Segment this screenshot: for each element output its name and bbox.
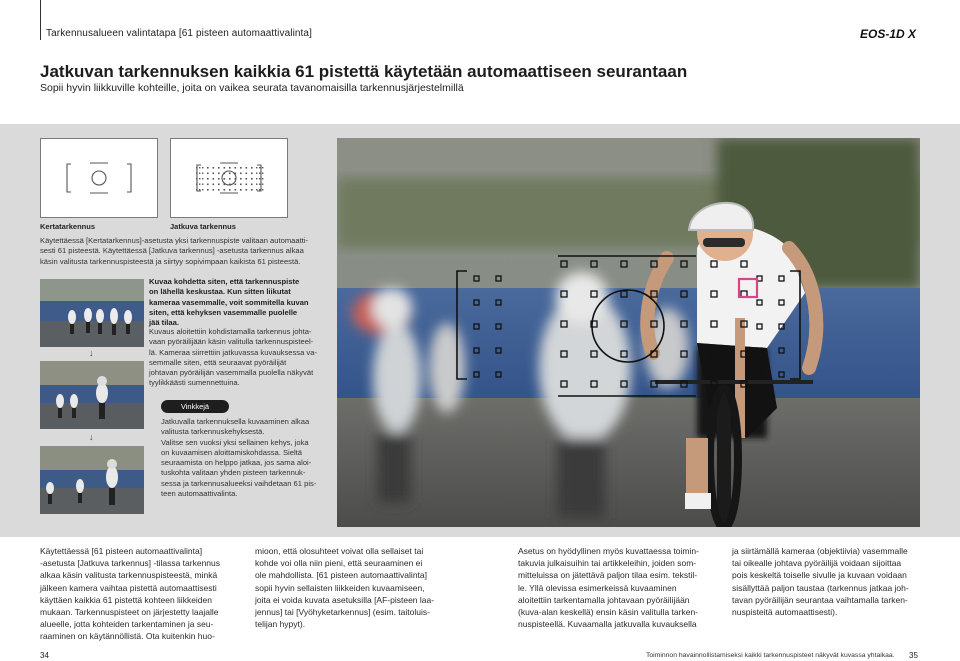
text-line: sessa ja tarkennusalueeksi vaihdetaan 61 pis- — [161, 478, 317, 488]
af-point — [202, 189, 203, 190]
main-photo — [337, 138, 920, 527]
text-line: telijan hypyt). — [255, 619, 306, 630]
text-line: joita ei voida kuvata asetuksilla [AF-pisteen laa- — [255, 594, 435, 605]
tips-badge: Vinkkejä — [161, 400, 229, 413]
af-point — [240, 178, 242, 180]
af-point — [246, 184, 248, 186]
af-point — [229, 167, 231, 169]
text-line: jälkeen kamera vaihtaa pistettä automaattisesti — [40, 582, 217, 593]
af-point — [240, 189, 242, 191]
text-line: aloitettiin tarkentamalla johtavaan pyöräilijään — [518, 594, 690, 605]
text-line: Jatkuvalla tarkennuksella kuvaaminen alkaa — [161, 417, 310, 426]
af-point — [207, 189, 209, 191]
af-point — [246, 178, 248, 180]
af-point — [259, 184, 260, 185]
af-point — [213, 189, 215, 191]
af-point — [259, 189, 260, 190]
single-af-point-icon — [40, 138, 158, 218]
af-point — [202, 167, 203, 168]
af-point — [196, 167, 197, 168]
text-line: Käytettäessä [Kertatarkennus]-asetusta yksi tarkennuspiste valitaan automaatti- — [40, 236, 309, 245]
page-number-right: 35 — [909, 651, 918, 660]
text-line: tuskohta valitaan yhden pisteen tarkennuk- — [161, 468, 306, 478]
text-line: vaan pyöräilijään käsin valitulla tarkennuspisteel- — [149, 337, 314, 347]
af-point — [251, 178, 253, 180]
af-point — [235, 178, 237, 180]
text-line: le. Yllä olevissa esimerkeissä kuvaaminen — [518, 582, 677, 593]
text-line: tavan pyöräilijän seurantaa vaihtamalla tarken- — [732, 594, 908, 605]
af-point — [246, 189, 248, 191]
af-point — [240, 184, 242, 186]
text-line: jää tilaa. — [149, 318, 179, 328]
af-point — [235, 189, 237, 191]
af-point — [256, 173, 257, 174]
text-line: nuspisteellä. Kuvaamalla jatkuvalla kuvauksella — [518, 619, 697, 630]
text-line: siten, että kehyksen vasemmalle puolelle — [149, 307, 298, 317]
body-column-4 — [732, 545, 928, 618]
text-line: johtavan pyöräilijän vasemmalla puolella näkyvät — [149, 368, 314, 378]
af-point — [196, 173, 197, 174]
text-line: mitteluissa on jätettävä paljon tilaa esim. tekstil- — [518, 570, 698, 581]
af-point — [224, 167, 226, 169]
af-point — [199, 184, 200, 185]
text-line: teen automaattivalinta. — [161, 489, 238, 499]
text-line: on lähellä keskustaa. Kun sitten liikutat — [149, 287, 291, 297]
arrow-down-icon: ↓ — [89, 348, 94, 358]
section-title: Tarkennusalueen valintatapa [61 pisteen automaattivalinta] — [46, 28, 312, 39]
af-point — [196, 178, 197, 179]
text-line: tai oikealle johtava pyöräilijä voidaan sijoittaa — [732, 558, 902, 569]
af-point — [213, 167, 215, 169]
page-title: Jatkuvan tarkennuksen kaikkia 61 pistettä käytetään automaattiseen seurantaan — [40, 62, 688, 81]
text-line: Kuvaa kohdetta siten, että tarkennuspiste — [149, 277, 300, 286]
af-point — [262, 189, 263, 190]
af-point — [229, 178, 231, 180]
af-point — [251, 184, 253, 186]
text-line: lä. Kameraa siirrettiin jatkuvassa kuvauksessa va- — [149, 347, 317, 357]
brand-logo-text: EOS-1D X — [860, 27, 917, 40]
text-line: käsin valitusta tarkennuspisteestä ja siirtyy sopivimpaan kaikista 61 pisteestä. — [40, 256, 301, 266]
brand-logo — [860, 27, 922, 40]
af-point — [218, 167, 220, 169]
af-point — [235, 167, 237, 169]
af-point — [218, 178, 220, 180]
text-line: sopii hyvin sellaisten liikkeiden kuvaamiseen, — [255, 582, 425, 593]
af-point — [202, 184, 203, 185]
text-line: tyylikkäästi sumennettuina. — [149, 378, 240, 388]
af-point — [207, 167, 209, 169]
af-mode-label-continuous: Jatkuva tarkennus — [170, 222, 236, 231]
text-line: käyttäen kaikkia 61 pistettä kohteen liikkeiden — [40, 594, 212, 605]
sequence-photo-3 — [40, 446, 144, 514]
all-af-points-icon — [170, 138, 288, 218]
page-subtitle: Sopii hyvin liikkuville kohteille, joita on vaikea seurata tavanomaisilla tarkennusjärjestelmillä — [40, 82, 464, 94]
instruction-heading — [149, 277, 329, 328]
text-line: Asetus on hyödyllinen myös kuvattaessa toimin- — [518, 546, 699, 556]
af-point — [262, 167, 263, 168]
af-point — [240, 173, 242, 175]
af-point — [251, 167, 253, 169]
af-point — [199, 189, 200, 190]
af-point — [240, 167, 242, 169]
af-point — [199, 167, 200, 168]
af-description — [40, 236, 325, 267]
sequence-photo-1 — [40, 279, 144, 347]
af-point — [224, 178, 226, 180]
text-line: sisällyttää paljon taustaa (tarkennus jatkaa joh- — [732, 582, 909, 593]
body-column-3 — [518, 545, 714, 630]
af-point — [213, 173, 215, 175]
text-line: Valitse sen vuoksi yksi sellainen kehys, joka — [161, 437, 309, 447]
text-line: ja siirtämällä kameraa (objektiivia) vasemmalle — [732, 546, 908, 556]
af-point — [246, 173, 248, 175]
af-point — [207, 173, 209, 175]
af-point — [235, 173, 237, 175]
sequence-photo-2 — [40, 361, 144, 429]
text-line: Käytettäessä [61 pisteen automaattivalinta] — [40, 546, 203, 556]
af-point — [229, 184, 231, 186]
af-point — [256, 184, 257, 185]
text-line: -asetusta [Jatkuva tarkennus] -tilassa tarkennus — [40, 558, 221, 569]
footer-note: Toiminnon havainnollistamiseksi kaikki tarkennuspisteet näkyvät kuvassa yhtaikaa. — [646, 652, 895, 659]
text-line: alueelle, jotta kohteiden tarkentaminen ja seu- — [40, 619, 214, 630]
text-line: seuraamista on helppo jatkaa, jos sama aloi- — [161, 458, 312, 468]
af-point — [207, 178, 209, 180]
af-point — [202, 178, 203, 179]
af-point — [256, 178, 257, 179]
af-point — [262, 178, 263, 179]
body-column-1 — [40, 545, 236, 643]
af-point — [218, 189, 220, 191]
header-rule — [40, 0, 41, 40]
af-point — [259, 173, 260, 174]
af-point — [224, 184, 226, 186]
tips-text — [161, 417, 331, 499]
af-point — [218, 173, 220, 175]
af-point — [259, 178, 260, 179]
text-line: takuvia julkaisuihin tai artikkeleihin, joiden som- — [518, 558, 697, 569]
af-point — [259, 167, 260, 168]
af-point — [251, 173, 253, 175]
text-line: semmalle siten, että seuraavat pyöräilijät — [149, 357, 287, 367]
af-point — [262, 173, 263, 174]
af-point — [229, 173, 231, 175]
text-line: jennus] tai [Vyöhyketarkennus] (esim. taitoluis- — [255, 607, 430, 618]
af-point — [224, 189, 226, 191]
text-line: Kuvaus aloitettiin kohdistamalla tarkennus johta- — [149, 327, 312, 336]
text-line: raaminen on käytännöllistä. Ota kuitenkin huo- — [40, 631, 215, 642]
af-point — [256, 189, 257, 190]
text-line: kameraa vasemmalle, voit sommitella kuvan — [149, 297, 309, 307]
instruction-body — [149, 327, 329, 389]
text-line: alkaa käsin valitusta tarkennuspisteestä, minkä — [40, 570, 218, 581]
af-point — [251, 189, 253, 191]
af-point — [202, 173, 203, 174]
af-point — [256, 167, 257, 168]
af-point — [199, 178, 200, 179]
af-point — [196, 189, 197, 190]
text-line: (kuva-alan keskellä) ensin käsin valitulla tarken- — [518, 607, 698, 618]
af-mode-label-single: Kertatarkennus — [40, 222, 96, 231]
af-point — [207, 184, 209, 186]
text-line: pois keskeltä toiselle sivulle ja kuvaan voidaan — [732, 570, 907, 581]
text-line: sesti 61 pisteestä. Käytettäessä [Jatkuva tarkennus] -asetusta tarkennus alkaa — [40, 246, 304, 256]
text-line: nuspisteitä automaattisesti). — [732, 607, 838, 618]
af-point — [218, 184, 220, 186]
af-point — [224, 173, 226, 175]
text-line: ole mahdollista. [61 pisteen automaattivalinta] — [255, 570, 427, 581]
text-line: mioon, että olosuhteet voivat olla sellaiset tai — [255, 546, 424, 556]
text-line: mukaan. Tarkennuspisteet on järjestetty laajalle — [40, 607, 219, 618]
text-line: kohde voi olla niin pieni, että seuraaminen ei — [255, 558, 423, 569]
af-point — [229, 189, 231, 191]
page-number-left: 34 — [40, 651, 49, 660]
af-point — [213, 184, 215, 186]
af-point — [196, 184, 197, 185]
text-line: on kuvaamisen aloittamiskohdassa. Sieltä — [161, 447, 302, 457]
af-point — [235, 184, 237, 186]
af-point — [213, 178, 215, 180]
af-point — [262, 184, 263, 185]
body-column-2 — [255, 545, 451, 630]
arrow-down-icon: ↓ — [89, 432, 94, 442]
text-line: valitusta tarkennuskehyksestä. — [161, 427, 265, 437]
af-point — [246, 167, 248, 169]
af-point — [199, 173, 200, 174]
